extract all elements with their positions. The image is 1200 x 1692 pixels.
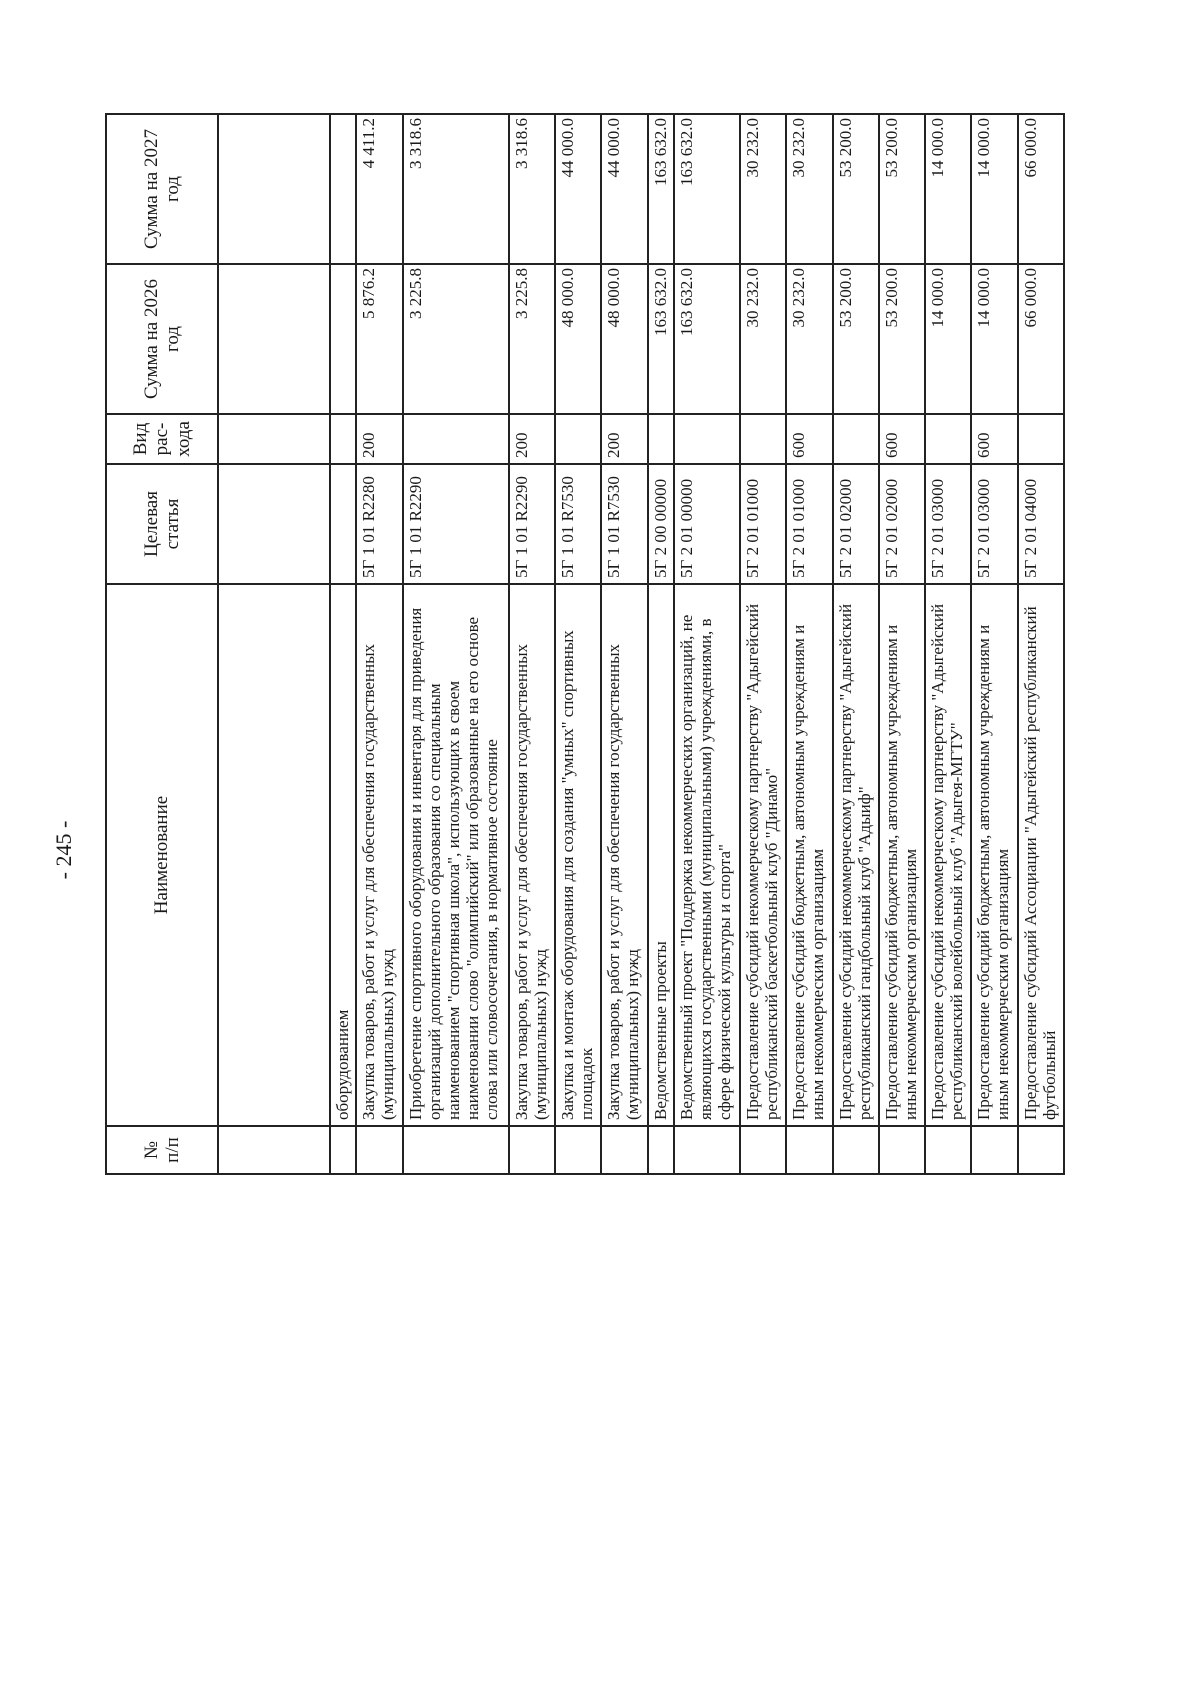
row-name: Приобретение спортивного оборудования и инвентаря для приведения организаций дополнительного образования со специальным наименованием "спортивная школа", использующих в своем наименовании слово "олимпийский" или образованные на его основе слова или словосочетания, в нормативное состояние — [403, 584, 509, 1126]
table-row — [971, 114, 1017, 1174]
row-num — [786, 1126, 832, 1174]
row-sum-2026: 3 225.8 — [403, 264, 509, 414]
row-num — [740, 1126, 786, 1174]
row-sum-2027: 53 200.0 — [879, 114, 925, 264]
table-row — [740, 114, 786, 1174]
row-sum-2027: 30 232.0 — [786, 114, 832, 264]
row-target-article: 5Г 2 01 02000 — [833, 464, 879, 584]
row-expense-kind — [674, 414, 740, 464]
row-name: Закупка и монтаж оборудования для создания "умных" спортивных площадок — [555, 584, 601, 1126]
row-sum-2026: 3 225.8 — [509, 264, 555, 414]
row-target-article: 5Г 2 01 03000 — [925, 464, 971, 584]
row-sum-2027: 3 318.6 — [509, 114, 555, 264]
table-row — [925, 114, 971, 1174]
page-number: - 245 - — [51, 820, 76, 880]
row-num — [356, 1126, 402, 1174]
row-sum-2027: 30 232.0 — [740, 114, 786, 264]
row-sum-2026: 14 000.0 — [971, 264, 1017, 414]
header-sum-2026: Сумма на 2026 год — [106, 264, 218, 414]
table-row — [555, 114, 601, 1174]
row-sum-2027: 163 632.0 — [674, 114, 740, 264]
row-num — [925, 1126, 971, 1174]
row-sum-2026: 48 000.0 — [555, 264, 601, 414]
row-sum-2026: 30 232.0 — [740, 264, 786, 414]
table-row — [786, 114, 832, 1174]
row-name: Предоставление субсидий некоммерческому партнерству "Адыгейский республиканский гандбольный клуб "Адыиф" — [833, 584, 879, 1126]
row-num — [833, 1126, 879, 1174]
table-row — [1018, 114, 1064, 1174]
row-sum-2026: 30 232.0 — [786, 264, 832, 414]
row-expense-kind: 200 — [356, 414, 402, 464]
row-expense-kind — [330, 414, 356, 464]
row-sum-2027: 14 000.0 — [971, 114, 1017, 264]
table-row — [648, 114, 674, 1174]
row-expense-kind: 200 — [509, 414, 555, 464]
row-num — [555, 1126, 601, 1174]
row-sum-2027: 14 000.0 — [925, 114, 971, 264]
row-expense-kind — [403, 414, 509, 464]
row-sum-2026: 53 200.0 — [879, 264, 925, 414]
row-sum-2026: 14 000.0 — [925, 264, 971, 414]
row-num — [509, 1126, 555, 1174]
row-sum-2026: 48 000.0 — [601, 264, 647, 414]
row-name: Закупка товаров, работ и услуг для обеспечения государственных (муниципальных) нужд — [509, 584, 555, 1126]
table-row — [674, 114, 740, 1174]
row-name: Закупка товаров, работ и услуг для обеспечения государственных (муниципальных) нужд — [601, 584, 647, 1126]
row-sum-2027: 44 000.0 — [601, 114, 647, 264]
row-sum-2027: 66 000.0 — [1018, 114, 1064, 264]
row-num — [674, 1126, 740, 1174]
table-row — [356, 114, 402, 1174]
rotated-page-area — [105, 115, 1065, 1175]
row-expense-kind: 600 — [786, 414, 832, 464]
header-article: Целевая статья — [106, 464, 218, 584]
row-sum-2027: 163 632.0 — [648, 114, 674, 264]
table-row — [403, 114, 509, 1174]
row-sum-2026: 66 000.0 — [1018, 264, 1064, 414]
row-name: Предоставление субсидий некоммерческому партнерству "Адыгейский республиканский волейбольный клуб "Адыгея-МГТУ" — [925, 584, 971, 1126]
row-target-article: 5Г 1 01 R7530 — [601, 464, 647, 584]
row-expense-kind: 200 — [601, 414, 647, 464]
row-name: Предоставление субсидий бюджетным, автономным учреждениям и иным некоммерческим организациям — [971, 584, 1017, 1126]
row-num — [879, 1126, 925, 1174]
row-target-article: 5Г 1 01 R7530 — [555, 464, 601, 584]
table-header-row — [106, 114, 218, 1174]
row-name: Предоставление субсидий бюджетным, автономным учреждениям и иным некоммерческим организациям — [879, 584, 925, 1126]
row-sum-2027: 53 200.0 — [833, 114, 879, 264]
row-sum-2026: 163 632.0 — [674, 264, 740, 414]
row-expense-kind — [648, 414, 674, 464]
row-name: Предоставление субсидий некоммерческому партнерству "Адыгейский республиканский баскетбольный клуб "Динамо" — [740, 584, 786, 1126]
row-target-article: 5Г 2 01 03000 — [971, 464, 1017, 584]
row-sum-2027: 44 000.0 — [555, 114, 601, 264]
row-name: Ведомственный проект "Поддержка некоммерческих организаций, не являющихся государственными (муниципальными) учреждениями, в сфере физической культуры и спорта" — [674, 584, 740, 1126]
row-expense-kind — [1018, 414, 1064, 464]
row-num — [601, 1126, 647, 1174]
row-target-article: 5Г 2 01 01000 — [740, 464, 786, 584]
header-num: № п/п — [106, 1126, 218, 1174]
table-row — [601, 114, 647, 1174]
row-target-article: 5Г 2 01 00000 — [674, 464, 740, 584]
row-num — [403, 1126, 509, 1174]
row-sum-2026: 163 632.0 — [648, 264, 674, 414]
row-target-article: 5Г 1 01 R2290 — [509, 464, 555, 584]
table-body — [330, 114, 1064, 1174]
row-target-article: 5Г 2 00 00000 — [648, 464, 674, 584]
budget-table — [105, 113, 1065, 1175]
table-row — [330, 114, 356, 1174]
budget-table-wrapper — [105, 115, 1065, 1175]
table-spacer-row — [218, 114, 330, 1174]
row-expense-kind — [925, 414, 971, 464]
row-expense-kind — [555, 414, 601, 464]
table-row — [833, 114, 879, 1174]
row-target-article — [330, 464, 356, 584]
row-expense-kind: 600 — [971, 414, 1017, 464]
row-name: Ведомственные проекты — [648, 584, 674, 1126]
row-name: оборудованием — [330, 584, 356, 1126]
row-sum-2026: 53 200.0 — [833, 264, 879, 414]
row-expense-kind — [740, 414, 786, 464]
header-kind: Вид рас-хода — [106, 414, 218, 464]
row-sum-2026 — [330, 264, 356, 414]
row-target-article: 5Г 2 01 04000 — [1018, 464, 1064, 584]
row-target-article: 5Г 2 01 02000 — [879, 464, 925, 584]
table-row — [509, 114, 555, 1174]
row-expense-kind — [833, 414, 879, 464]
header-name: Наименование — [106, 584, 218, 1126]
row-sum-2026: 5 876.2 — [356, 264, 402, 414]
row-name: Закупка товаров, работ и услуг для обеспечения государственных (муниципальных) нужд — [356, 584, 402, 1126]
row-sum-2027: 4 411.2 — [356, 114, 402, 264]
row-num — [1018, 1126, 1064, 1174]
row-name: Предоставление субсидий Ассоциации "Адыгейский республиканский футбольный — [1018, 584, 1064, 1126]
row-sum-2027 — [330, 114, 356, 264]
row-target-article: 5Г 1 01 R2290 — [403, 464, 509, 584]
row-expense-kind: 600 — [879, 414, 925, 464]
header-sum-2027: Сумма на 2027 год — [106, 114, 218, 264]
row-num — [330, 1126, 356, 1174]
row-num — [648, 1126, 674, 1174]
row-name: Предоставление субсидий бюджетным, автономным учреждениям и иным некоммерческим организациям — [786, 584, 832, 1126]
row-target-article: 5Г 2 01 01000 — [786, 464, 832, 584]
row-num — [971, 1126, 1017, 1174]
row-target-article: 5Г 1 01 R2280 — [356, 464, 402, 584]
row-sum-2027: 3 318.6 — [403, 114, 509, 264]
table-row — [879, 114, 925, 1174]
